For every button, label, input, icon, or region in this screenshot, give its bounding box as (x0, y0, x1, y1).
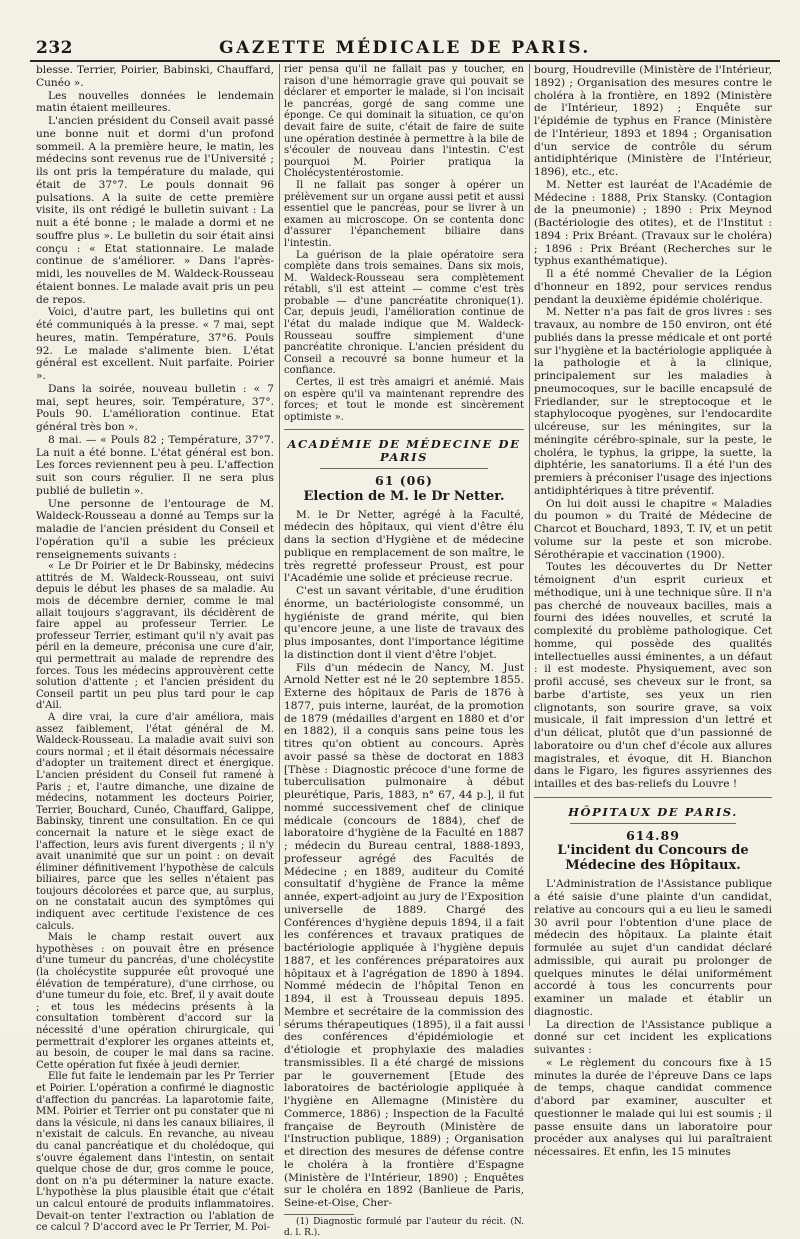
paragraph: L'Administration de l'Assistance publique a été saisie d'une plainte d'un candidat, relative au concours qui a eu lieu le samedi 30 avril pour l'obtention d'une place de médecin des hôpitaux. La plainte était formulée au sujet d'un candidat déclaré admissible, qui aurait pu prolonger de quelques minutes le délai uniformément accordé à tous les concurrents pour examiner un malade et établir un diagnostic. (534, 878, 772, 1018)
quoted-paragraph: Certes, il est très amaigri et anémié. Mais on espère qu'il va maintenant reprendre des forces; et tout le monde est sincèrement optimiste ». (284, 377, 524, 423)
paragraph: Il a été nommé Chevalier de la Légion d'honneur en 1892, pour services rendus pendant la deuxième épidémie cholérique. (534, 268, 772, 306)
article-number: 61 (06) (375, 472, 433, 488)
paragraph: L'ancien président du Conseil avait passé une bonne nuit et dormi d'un profond sommeil. A la première heure, le matin, les médecins sont revenus rue de l'Université ; ils ont pris la température du malade, qui était de 37°7. Le pouls donnait 96 pulsations. A la suite de cette première visite, ils ont rédigé le bulletin suivant : La nuit a été bonne ; le malade a dormi et ne souffre plus ». Le bulletin du soir était ainsi conçu : « Etat stationnaire. Le malade continue de s'améliorer. » Dans l'après-midi, les nouvelles de M. Waldeck-Rousseau étaient bonnes. Le malade avait pris un peu de repos. (36, 115, 274, 306)
paragraph: Les nouvelles données le lendemain matin étaient meilleures. (36, 89, 274, 115)
article-title: L'incident du Concours de Médecine des Hôpitaux. (557, 843, 749, 874)
paragraph: M. Netter n'a pas fait de gros livres : ses travaux, au nombre de 150 environ, ont été publiés dans la presse médicale et ont porté sur l'hygiène et la bactériologie appliquée à la pathologie et à la clinique, principalement sur les maladies à pneumocoques, sur le bacille encapsulé de Friedlander, sur le streptocoque et le staphylocoque pyogènes, sur l'endocardite ulcéreuse, sur les méningites, sur la méningite cérébro-spinale, sur la peste, le choléra, le typhus, la grippe, la suette, la diphtérie, les sanatoriums. Il a été l'un des premiers à préconiser l'usage des injections antidiphtériques à titre préventif. (534, 306, 772, 497)
column-1 (36, 64, 274, 1234)
paragraph: Fils d'un médecin de Nancy, M. Just Arnold Netter est né le 20 septembre 1855. Externe des hôpitaux de Paris de 1876 à 1877, puis interne, lauréat, de la promotion de 1879 (médailles d'argent en 1880 et d'or en 1882), il a conquis sans peine tous les titres qu'on obtient au concours. Après avoir passé sa thèse de doctorat en 1883 [Thèse : Diagnostic précoce d'une forme de tuberculisation pulmonaire à début pleurétique, Paris, 1883, n° 67, 44 p.], il fut nommé successivement chef de clinique médicale (concours de 1884), chef de laboratoire d'hygiène de la Faculté en 1887 ; médecin du Bureau central, 1888-1893, professeur agrégé des Facultés de Médecine ; en 1889, auditeur du Comité consultatif d'hygiène de France la même année, expert-adjoint au jury de l'Exposition universelle de 1889. Chargé des Conférences d'hygiène depuis 1894, il a fait les conférences et travaux pratiques de bactériologie appliquée à l'hygiène depuis 1887, et les conférences préparatoires aux hôpitaux et à l'agrégation de 1890 à 1894. Nommé médecin de l'hôpital Tenon en 1894, il est à Trousseau depuis 1895. Membre et secrétaire de la commission des sérums thérapeutiques (1895), il a fait aussi des conférences d'épidémiologie et d'étiologie et prophylaxie des maladies transmissibles. Il a été chargé de missions par le gouvernement [Etude des laboratoires de bactériologie appliquée à l'hygiène en Allemagne (Ministère du Commerce, 1886) ; Inspection de la Faculté française de Beyrouth (Ministère de l'Instruction publique, 1889) ; Organisation et direction des mesures de défense contre le choléra à la frontière d'Espagne (Ministère de l'Intérieur, 1890) ; Enquêtes sur le choléra en 1892 (Banlieue de Paris, Seine-et-Oise, Cher- (284, 661, 524, 1210)
quoted-paragraph: Il ne fallait pas songer à opérer un prélèvement sur un organe aussi petit et aussi essentiel que le pancréas, pour se livrer à un examen au microscope. On se contenta donc d'assurer l'épanchement biliaire dans l'intestin. (284, 179, 524, 249)
paragraph: 8 mai. — « Pouls 82 ; Température, 37°7. La nuit a été bonne. L'état général est bon. Les forces reviennent peu à peu. L'affection suit son cours régulier. Il ne sera plus publié de bulletin ». (36, 433, 274, 497)
column-divider (529, 64, 530, 1026)
journal-title: GAZETTE MÉDICALE DE PARIS. (219, 38, 591, 58)
quoted-paragraph: Elle fut faite le lendemain par les Pr Terrier et Poirier. L'opération a confirmé le diagnostic d'affection du pancréas. La laparotomie faite, MM. Poirier et Terrier ont pu constater que ni dans la vésicule, ni dans les canaux biliaires, il n'existait de calculs. En revanche, au niveau du canal pancréatique et du cholédoque, qui s'ouvre également dans l'intestin, on sentait quelque chose de dur, gros comme le pouce, dont on n'a pu déterminer la nature exacte. L'hypothèse la plus plausible était que c'était un calcul entouré de produits inflammatoires. Devait-on tenter l'extraction ou l'ablation de ce calcul ? D'accord avec le Pr Terrier, M. Poi- (36, 1071, 274, 1234)
paragraph: Dans la soirée, nouveau bulletin : « 7 mai, sept heures, soir. Température, 37°. Pouls 90. L'amélioration continue. Etat général très bon ». (36, 382, 274, 433)
column-divider (279, 64, 280, 1026)
section-rule (570, 823, 736, 824)
column-3 (534, 64, 772, 1158)
quoted-paragraph: rier pensa qu'il ne fallait pas y toucher, en raison d'une hémorragie grave qui pouvait se déclarer et emporter le malade, si l'on incisait le pancréas, gorgé de sang comme une éponge. Ce qui dominait la situation, ce qu'on devait faire de suite, c'était de faire de suite une opération destinée à permettre à la bile de s'écouler de nouveau dans l'intestin. C'est pourquoi M. Poirier pratiqua la Cholécystentérostomie. (284, 64, 524, 180)
quoted-paragraph: A dire vrai, la cure d'air améliora, mais assez faiblement, l'état général de M. Waldeck-Rousseau. La maladie avait suivi son cours normal ; et il était désormais nécessaire d'adopter un traitement direct et énergique. L'ancien président du Conseil fut ramené à Paris ; et, l'autre dimanche, une dizaine de médecins, notamment les docteurs Poirier, Terrier, Bouchard, Cunéo, Chauffard, Galippe, Babinsky, tinrent une consultation. En ce qui concernait la nature et le siège exact de l'affection, leurs avis furent divergents ; il n'y avait unanimité que sur un point : on devait éliminer définitivement l'hypothèse de calculs biliaires, parce que les selles n'étaient pas toujours décolorées et parce que, au surplus, on ne constatait aucun des symptômes qui indiquent avec certitude l'existence de ces calculs. (36, 711, 274, 932)
paragraph: C'est un savant véritable, d'une érudition énorme, un bactériologiste consommé, un hygiéniste de grand mérite, qui bien qu'encore jeune, a une liste de travaux des plus imposantes, dont l'importance légitime la distinction dont il vient d'être l'objet. (284, 585, 524, 661)
page-header (30, 32, 780, 62)
paragraph: « Le règlement du concours fixe à 15 minutes la durée de l'épreuve Dans ce laps de temps, chaque candidat commence d'abord par examiner, ausculter et questionner le malade qui lui est soumis ; il passe ensuite dans un laboratoire pour procéder aux analyses qui lui paraîtraient nécessaires. Et enfin, les 15 minutes (534, 1056, 772, 1158)
paragraph: La direction de l'Assistance publique a donné sur cet incident les explications suivantes : (534, 1018, 772, 1056)
section-heading-academie: ACADÉMIE DE MÉDECINE DE PARIS (284, 429, 524, 464)
quoted-paragraph: La guérison de la plaie opératoire sera complète dans trois semaines. Dans six mois, M. Waldeck-Rousseau sera complètement rétabli, s'il est atteint — comme c'est très probable — d'une pancréatite chronique(1). Car, depuis jeudi, l'amélioration continue de l'état du malade indique que M. Waldeck-Rousseau souffre simplement d'une pancréatite chronique. L'ancien président du Conseil a recouvré sa bonne humeur et la confiance. (284, 249, 524, 377)
footnote: (1) Diagnostic formulé par l'auteur du récit. (N. d. l. R.). (284, 1216, 524, 1238)
paragraph: bourg, Houdreville (Ministère de l'Intérieur, 1892) ; Organisation des mesures contre le choléra à la frontière, en 1892 (Ministère de l'Intérieur, 1892) ; Enquête sur l'épidémie de typhus en France (Ministère de l'Intérieur, 1893 et 1894 ; Organisation d'un service de contrôle du sérum antidiphtérique (Ministère de l'Intérieur, 1896), etc., etc. (534, 64, 772, 178)
column-2 (284, 64, 524, 1238)
paragraph: Voici, d'autre part, les bulletins qui ont été communiqués à la presse. « 7 mai, sept heures, matin. Température, 37°6. Pouls 92. Le malade s'alimente bien. L'état général est excellent. Nuit parfaite. Poirier ». (36, 306, 274, 382)
paragraph: M. Netter est lauréat de l'Académie de Médecine : 1888, Prix Stansky. (Contagion de la pneumonie) ; 1890 : Prix Meynod (Bactériologie des otites), et de l'Institut : 1894 : Prix Bréant. (Travaux sur le choléra) ; 1896 : Prix Bréant (Recherches sur le typhus exanthématique). (534, 178, 772, 268)
paragraph: Une personne de l'entourage de M. Waldeck-Rousseau a donné au Temps sur la maladie de l'ancien président du Conseil et l'opération qu'il a subie les précieux renseignements suivants : (36, 497, 274, 561)
paragraph: M. le Dr Netter, agrégé à la Faculté, médecin des hôpitaux, qui vient d'être élu dans la section d'Hygiène et de médecine publique en remplacement de son maître, le très regretté professeur Proust, est pour l'Académie une solide et précieuse recrue. (284, 508, 524, 585)
paragraph: Toutes les découvertes du Dr Netter témoignent d'un esprit curieux et méthodique, uni à une technique sûre. Il n'a pas cherché de nouveaux bacilles, mais a fourni des idées nouvelles, et scruté la complexité du problème pathologique. Cet homme, qui possède des qualités intellectuelles aussi éminentes, a un défaut : il est modeste. Physiquement, avec son profil accusé, ses cheveux sur le front, sa barbe d'artiste, ses yeux un rien clignotants, son sourire grave, sa voix musicale, il fait impression d'un lettré et d'un délicat, plutôt que d'un passionné de laboratoire ou d'un chef d'école aux allures magistrales, et évoque, dit H. Bianchon dans le Figaro, les figures assyriennes des intailles et des bas-reliefs du Louvre ! (534, 561, 772, 790)
section-rule (320, 468, 488, 469)
paragraph: blesse. Terrier, Poirier, Babinski, Chauffard, Cunéo ». (36, 64, 274, 89)
footnote-rule (284, 1214, 354, 1215)
section-heading-hopitaux: HÔPITAUX DE PARIS. (534, 797, 772, 819)
paragraph: On lui doit aussi le chapitre « Maladies du poumon » du Traité de Médecine de Charcot et Bouchard, 1893, T. IV, et un petit volume sur la peste et son microbe. Sérothérapie et vaccination (1900). (534, 497, 772, 561)
page-number: 232 (36, 38, 73, 58)
quoted-paragraph: Mais le champ restait ouvert aux hypothèses : on pouvait être en présence d'une tumeur du pancréas, d'une cholécystite (la cholécystite suppurée eût provoqué une élévation de température), d'une cirrhose, ou d'une tumeur du foie, etc. Bref, il y avait doute ; et tous les médecins présents à la consultation tombèrent d'accord sur la nécessité d'une opération chirurgicale, qui permettrait d'explorer les organes atteints et, au besoin, de couper le mal dans sa racine. Cette opération fut fixée à jeudi dernier. (36, 932, 274, 1071)
article-number: 614.89 (626, 827, 680, 843)
quoted-paragraph: « Le Dr Poirier et le Dr Babinsky, médecins attitrés de M. Waldeck-Rousseau, ont suivi depuis le début les phases de sa maladie. Au mois de décembre dernier, comme le mal allait toujours s'aggravant, ils décidèrent de faire appel au professeur Terrier. Le professeur Terrier, estimant qu'il n'y avait pas péril en la demeure, préconisa une cure d'air, qui permettrait au malade de reprendre des forces. Tous les médecins approuvèrent cette solution d'attente ; et l'ancien président du Conseil partit un peu plus tard pour le cap d'Ail. (36, 561, 274, 712)
article-title: Election de M. le Dr Netter. (303, 488, 505, 504)
